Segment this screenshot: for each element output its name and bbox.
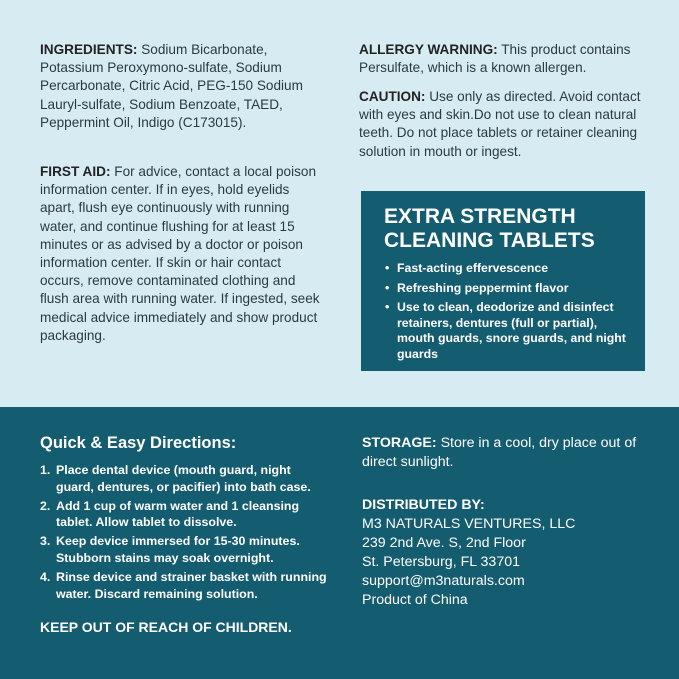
- feature-item-text: Use to clean, deodorize and disinfect retainers, dentures (full or partial), mouth guards, snore guards, and night guards: [397, 300, 626, 361]
- feature-item: [384, 281, 631, 297]
- step-number: 4.: [40, 569, 51, 584]
- direction-step: [40, 462, 330, 496]
- directions-section: [40, 434, 330, 604]
- feature-list: [384, 261, 631, 362]
- storage-label: STORAGE:: [362, 435, 437, 451]
- storage-info: [362, 434, 662, 472]
- feature-item-text: Refreshing peppermint flavor: [397, 280, 569, 295]
- distributor-label: DISTRIBUTED BY:: [362, 497, 485, 513]
- step-number: 1.: [40, 463, 51, 477]
- caution-label: CAUTION:: [359, 89, 426, 104]
- feature-title-line2: CLEANING TABLETS: [384, 229, 595, 252]
- direction-step: [40, 533, 330, 567]
- distributor-name: M3 NATURALS VENTURES, LLC: [362, 516, 576, 532]
- ingredients-text: Sodium Bicarbonate, Potassium Peroxymono-sulfate, Sodium Percarbonate, Citric Acid, PEG-150 Sodium Lauryl-sulfate, Sodium Benzoate, TAED, Peppermint Oil, Indigo (C173015).: [40, 42, 303, 130]
- step-number: 3.: [40, 534, 51, 549]
- step-text: Keep device immersed for 15-30 minutes. Stubborn stains may soak overnight.: [56, 534, 300, 565]
- direction-step: [40, 569, 330, 603]
- feature-item: [384, 300, 631, 362]
- direction-step: [40, 498, 330, 532]
- directions-title: Quick & Easy Directions:: [40, 434, 237, 452]
- allergy-section: [359, 41, 651, 77]
- keep-out-warning: KEEP OUT OF REACH OF CHILDREN.: [40, 619, 292, 635]
- caution-text: Use only as directed. Avoid contact with eyes and skin.Do not use to clean natural teeth. Do not place tablets or retainer cleaning solution in mouth or ingest.: [359, 89, 641, 159]
- bullet-icon: •: [385, 280, 390, 295]
- step-number: 2.: [40, 498, 51, 513]
- step-text: Add 1 cup of warm water and 1 cleansing tablet. Allow tablet to dissolve.: [56, 498, 300, 530]
- distributor-address-line2: St. Petersburg, FL 33701: [362, 554, 520, 570]
- distributor-email: support@m3naturals.com: [362, 573, 525, 589]
- feature-item-text: Fast-acting effervescence: [397, 261, 549, 275]
- feature-box: [361, 191, 645, 371]
- feature-title: [384, 205, 631, 253]
- first-aid-section: [40, 163, 322, 345]
- allergy-label: ALLERGY WARNING:: [359, 42, 498, 57]
- storage-text: Store in a cool, dry place out of direct sunlight.: [362, 435, 637, 470]
- bullet-icon: •: [385, 300, 390, 314]
- allergy-text: This product contains Persulfate, which is a known allergen.: [359, 42, 631, 76]
- distributor-address-line1: 239 2nd Ave. S, 2nd Floor: [362, 535, 526, 551]
- feature-title-line1: EXTRA STRENGTH: [384, 205, 576, 228]
- step-text: Rinse device and strainer basket with running water. Discard remaining solution.: [56, 569, 327, 601]
- ingredients-label: INGREDIENTS:: [40, 42, 138, 57]
- first-aid-label: FIRST AID:: [40, 164, 111, 179]
- ingredients-section: [40, 41, 320, 132]
- feature-item: [384, 261, 631, 277]
- step-text: Place dental device (mouth guard, night guard, dentures, or pacifier) into bath case.: [56, 463, 311, 494]
- directions-list: [40, 462, 330, 602]
- storage-distributor-section: [362, 434, 662, 610]
- first-aid-text: For advice, contact a local poison information center. If in eyes, hold eyelids apart, flush eye continuously with running water, and continue flushing for at least 15 minutes or as advised by a doctor or poison information center. If skin or hair contact occurs, remove contaminated clothing and flush area with running water. If ingested, seek medical advice immediately and show product packaging.: [40, 164, 320, 343]
- caution-section: [359, 88, 651, 161]
- product-origin: Product of China: [362, 592, 468, 608]
- bullet-icon: •: [385, 261, 390, 275]
